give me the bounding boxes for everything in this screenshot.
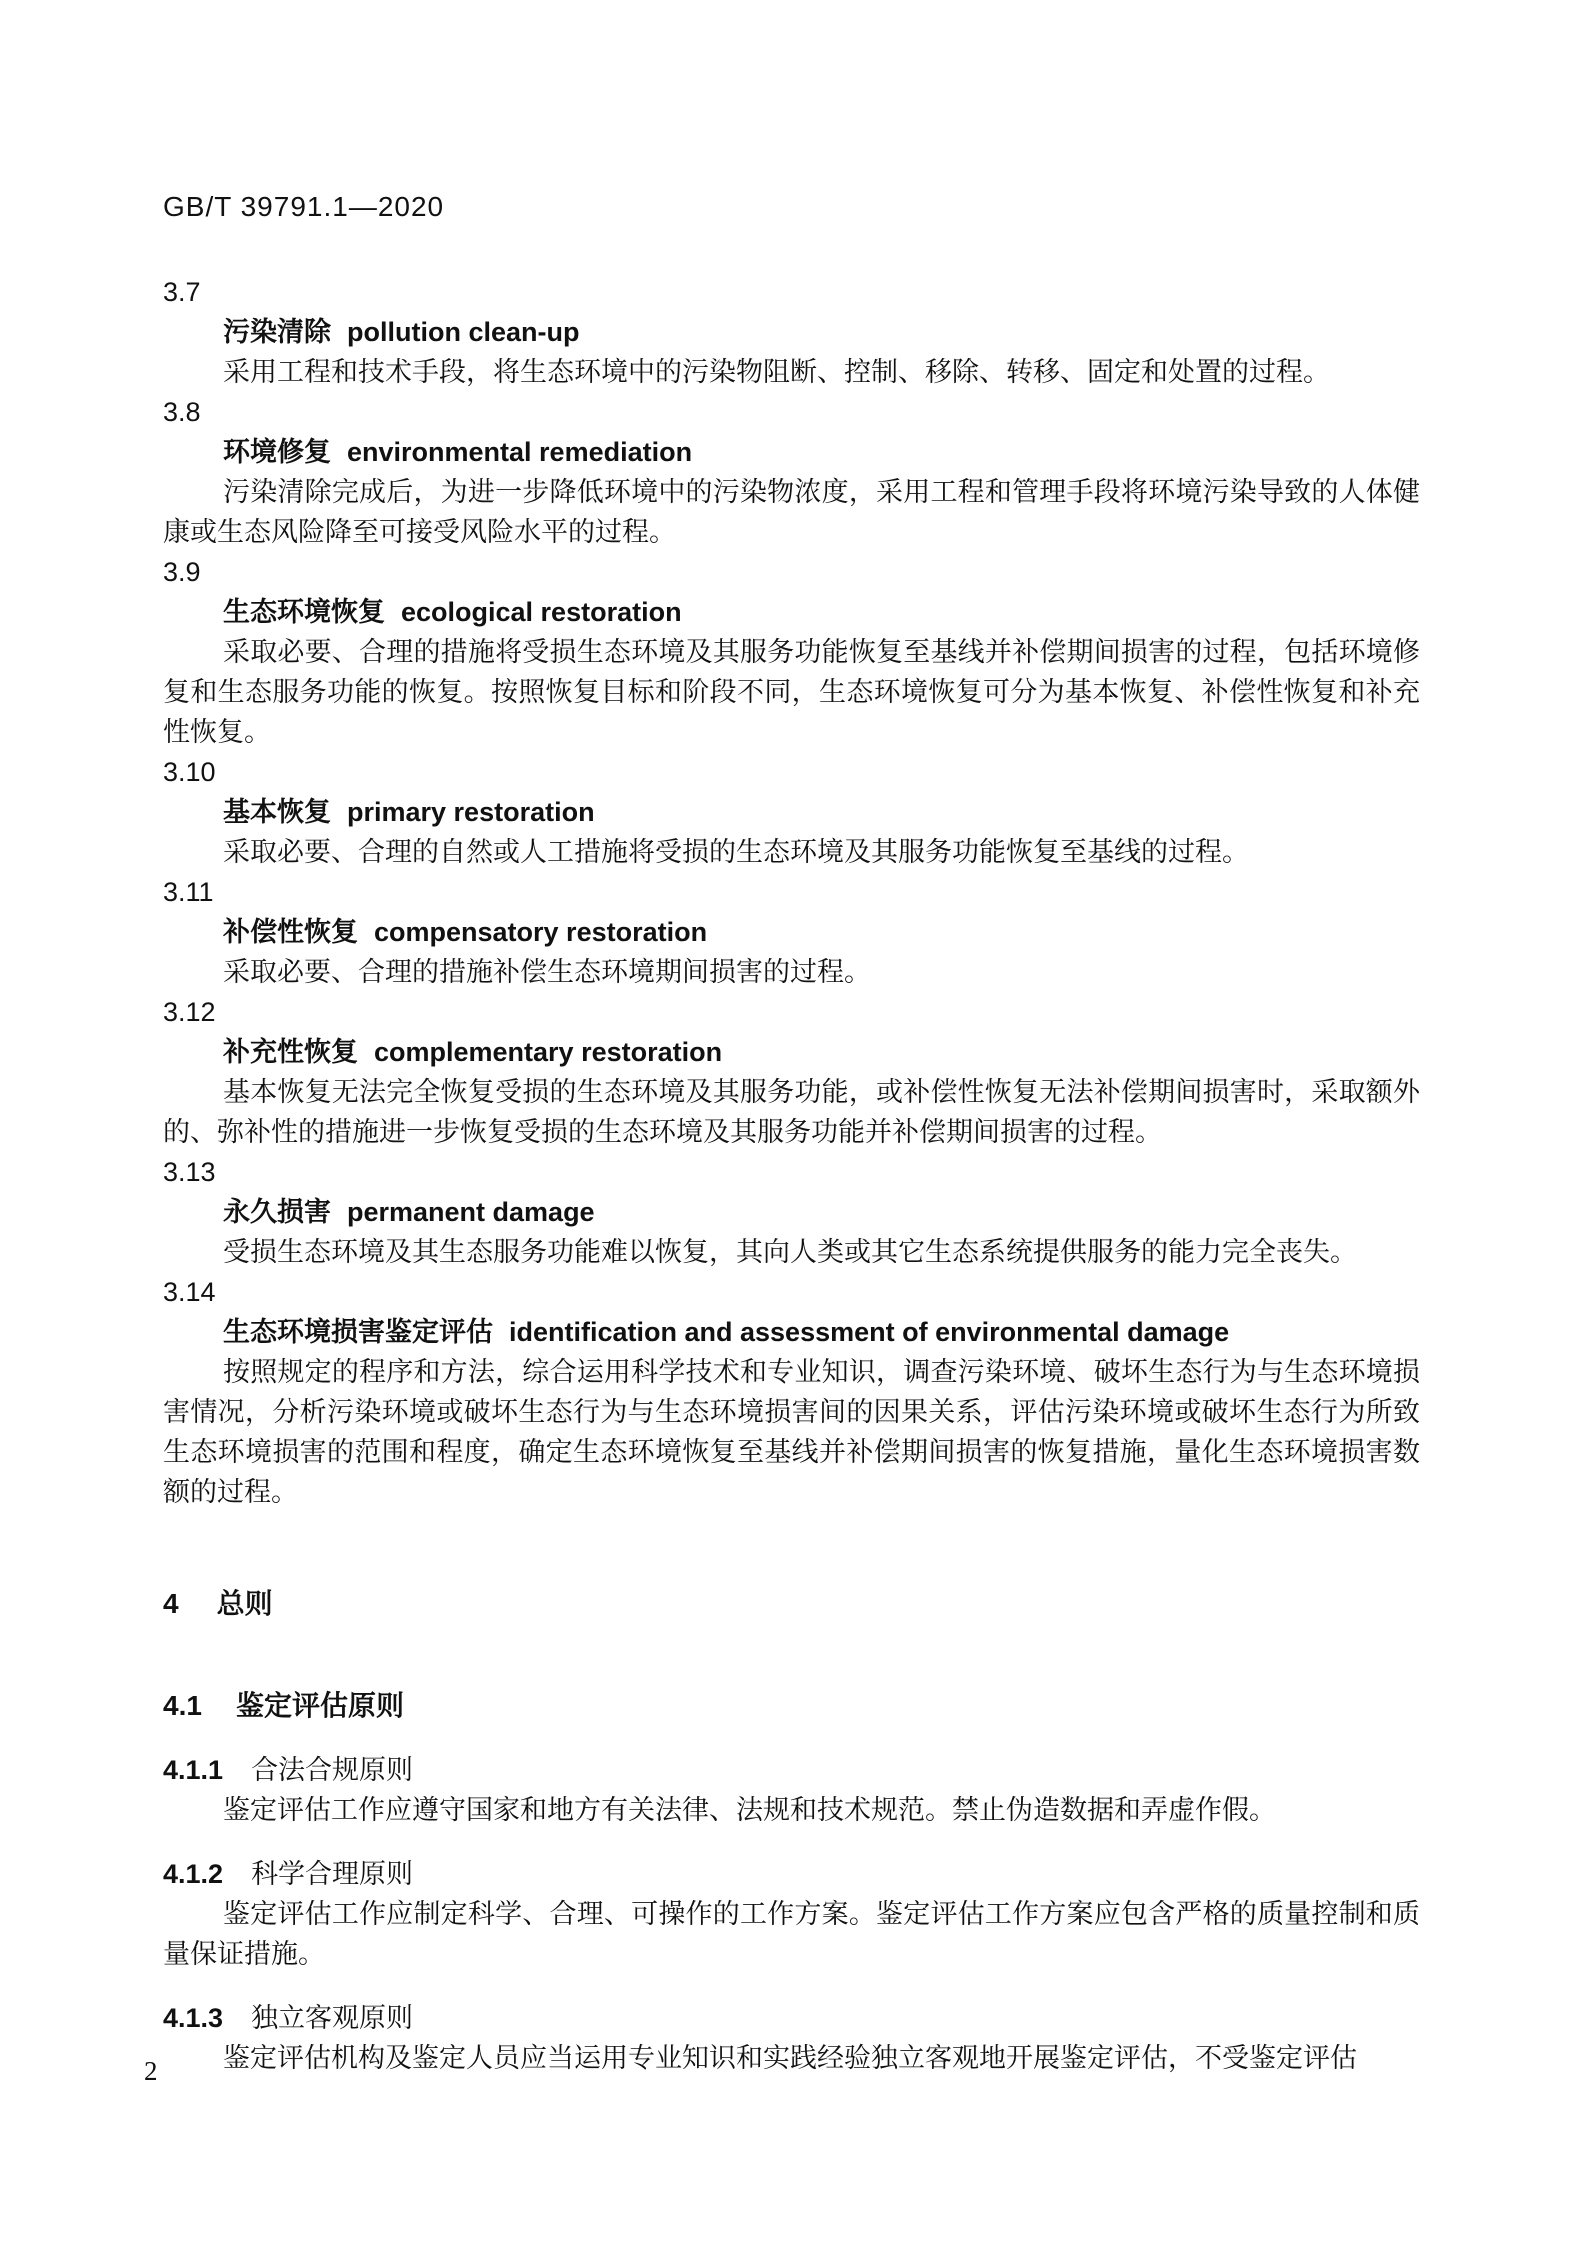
term-title <box>163 312 1420 352</box>
subsection-number: 4.1.1 <box>163 1755 224 1785</box>
term-entry <box>163 1152 1420 1272</box>
term-en: ecological restoration <box>401 597 682 627</box>
chapter-title: 总则 <box>216 1588 273 1619</box>
term-number: 3.9 <box>163 557 201 587</box>
term-number: 3.11 <box>163 877 214 907</box>
terms-section <box>163 272 1420 1512</box>
term-title <box>163 592 1420 632</box>
subsection-4-1-3 <box>163 1998 1420 2078</box>
term-title <box>163 432 1420 472</box>
subsection-4-1-2 <box>163 1854 1420 1974</box>
term-title <box>163 912 1420 952</box>
term-en: identification and assessment of environmental damage <box>509 1317 1230 1347</box>
section-4-1-heading <box>163 1686 1420 1726</box>
subsection-body: 鉴定评估工作应遵守国家和地方有关法律、法规和技术规范。禁止伪造数据和弄虚作假。 <box>223 1795 1276 1825</box>
term-title <box>163 1032 1420 1072</box>
subsection-title: 合法合规原则 <box>251 1755 414 1785</box>
term-en: environmental remediation <box>347 437 693 467</box>
subsection-heading <box>163 1854 1420 1894</box>
term-zh: 补偿性恢复 <box>223 917 358 947</box>
term-definition: 采取必要、合理的措施将受损生态环境及其服务功能恢复至基线并补偿期间损害的过程，包括环境修复和生态服务功能的恢复。按照恢复目标和阶段不同，生态环境恢复可分为基本恢复、补偿性恢复和补充性恢复。 <box>163 637 1420 747</box>
term-definition: 采取必要、合理的自然或人工措施将受损的生态环境及其服务功能恢复至基线的过程。 <box>223 837 1249 867</box>
chapter-4-heading <box>163 1584 1420 1624</box>
subsection-4-1-1 <box>163 1750 1420 1830</box>
subsection-number: 4.1.2 <box>163 1859 224 1889</box>
section-title: 鉴定评估原则 <box>235 1690 404 1721</box>
subsection-number: 4.1.3 <box>163 2003 224 2033</box>
subsection-heading <box>163 1998 1420 2038</box>
term-definition: 受损生态环境及其生态服务功能难以恢复，其向人类或其它生态系统提供服务的能力完全丧失。 <box>223 1237 1357 1267</box>
term-zh: 生态环境损害鉴定评估 <box>223 1317 493 1347</box>
subsection-heading <box>163 1750 1420 1790</box>
term-en: primary restoration <box>347 797 595 827</box>
term-zh: 补充性恢复 <box>223 1037 358 1067</box>
term-zh: 永久损害 <box>223 1197 331 1227</box>
term-definition: 基本恢复无法完全恢复受损的生态环境及其服务功能，或补偿性恢复无法补偿期间损害时，采取额外的、弥补性的措施进一步恢复受损的生态环境及其服务功能并补偿期间损害的过程。 <box>163 1077 1420 1147</box>
term-en: complementary restoration <box>374 1037 723 1067</box>
term-number: 3.13 <box>163 1157 216 1187</box>
term-en: pollution clean-up <box>347 317 580 347</box>
subsection-body: 鉴定评估工作应制定科学、合理、可操作的工作方案。鉴定评估工作方案应包含严格的质量控制和质量保证措施。 <box>163 1899 1420 1969</box>
subsection-body: 鉴定评估机构及鉴定人员应当运用专业知识和实践经验独立客观地开展鉴定评估，不受鉴定评估 <box>223 2043 1357 2073</box>
term-number: 3.10 <box>163 757 216 787</box>
term-en: permanent damage <box>347 1197 595 1227</box>
term-entry <box>163 1272 1420 1512</box>
term-number: 3.12 <box>163 997 216 1027</box>
standard-number-header: GB/T 39791.1—2020 <box>163 191 445 222</box>
term-entry <box>163 872 1420 992</box>
term-zh: 生态环境恢复 <box>223 597 385 627</box>
term-definition: 按照规定的程序和方法，综合运用科学技术和专业知识，调查污染环境、破坏生态行为与生态环境损害情况，分析污染环境或破坏生态行为与生态环境损害间的因果关系，评估污染环境或破坏生态行为所致生态环境损害的范围和程度，确定生态环境恢复至基线并补偿期间损害的恢复措施，量化生态环境损害数额的过程。 <box>163 1357 1420 1507</box>
term-title <box>163 1312 1420 1352</box>
term-en: compensatory restoration <box>374 917 708 947</box>
page-number: 2 <box>144 2056 158 2086</box>
term-number: 3.8 <box>163 397 201 427</box>
subsection-title: 独立客观原则 <box>251 2003 414 2033</box>
term-zh: 污染清除 <box>223 317 331 347</box>
term-zh: 基本恢复 <box>223 797 331 827</box>
term-entry <box>163 392 1420 552</box>
term-definition: 污染清除完成后，为进一步降低环境中的污染物浓度，采用工程和管理手段将环境污染导致的人体健康或生态风险降至可接受风险水平的过程。 <box>163 477 1420 547</box>
term-zh: 环境修复 <box>223 437 331 467</box>
term-entry <box>163 552 1420 752</box>
term-number: 3.7 <box>163 277 201 307</box>
term-entry <box>163 752 1420 872</box>
section-number: 4.1 <box>163 1690 202 1721</box>
term-entry <box>163 272 1420 392</box>
term-title <box>163 1192 1420 1232</box>
chapter-number: 4 <box>163 1588 179 1619</box>
term-definition: 采用工程和技术手段，将生态环境中的污染物阻断、控制、移除、转移、固定和处置的过程。 <box>223 357 1330 387</box>
term-title <box>163 792 1420 832</box>
term-number: 3.14 <box>163 1277 216 1307</box>
term-entry <box>163 992 1420 1152</box>
subsection-title: 科学合理原则 <box>251 1859 414 1889</box>
term-definition: 采取必要、合理的措施补偿生态环境期间损害的过程。 <box>223 957 871 987</box>
